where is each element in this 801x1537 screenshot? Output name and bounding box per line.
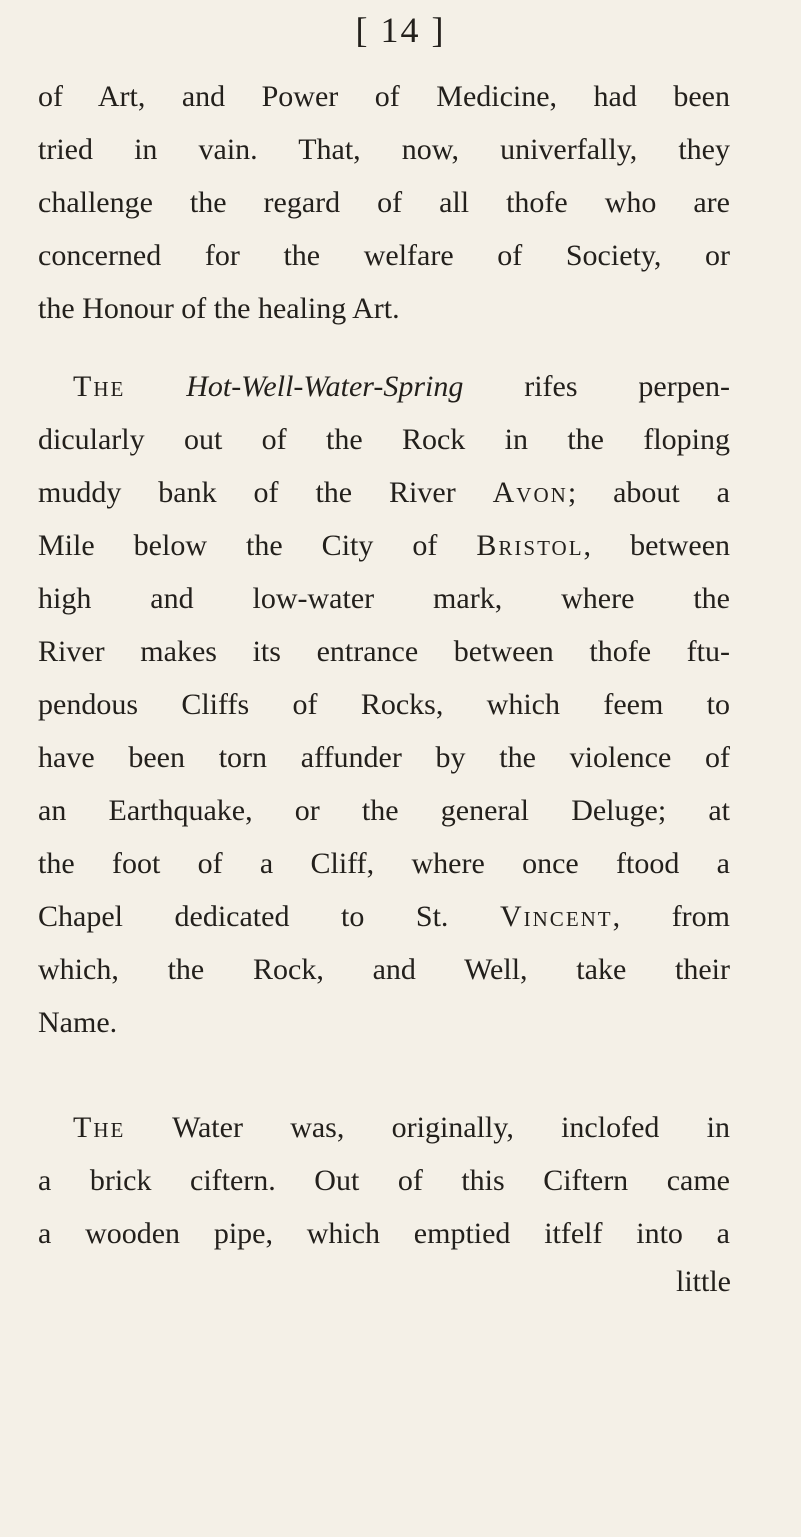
- lead-word: The: [73, 370, 126, 403]
- text-line: pendous Cliffs of Rocks, which feem to: [38, 688, 730, 721]
- line-tail: , from: [612, 900, 731, 933]
- paragraph-first-line: [73, 367, 730, 407]
- text-line: challenge the regard of all thofe who are: [38, 186, 730, 219]
- page-number: [ 14 ]: [355, 10, 446, 50]
- line-rest: Water was, originally, inclofed in: [172, 1111, 730, 1144]
- paragraph-first-line: [73, 1108, 730, 1148]
- place-name-bristol: Bristol: [476, 529, 584, 562]
- text-line: have been torn affunder by the violence of: [38, 741, 730, 774]
- text-line: [38, 526, 730, 566]
- line-tail: ; about a: [567, 476, 730, 509]
- text-line: Name.: [38, 1006, 118, 1039]
- text-line: the foot of a Cliff, where once ftood a: [38, 847, 730, 880]
- text-line: a wooden pipe, which emptied itfelf into a: [38, 1217, 730, 1250]
- text-line: [38, 473, 730, 513]
- text-line: [38, 897, 730, 937]
- line-rest: rifes perpen-: [524, 370, 730, 403]
- text-line: an Earthquake, or the general Deluge; at: [38, 794, 730, 827]
- text-line: a brick ciftern. Out of this Ciftern came: [38, 1164, 730, 1197]
- text-line: the Honour of the healing Art.: [38, 292, 400, 325]
- text-line: of Art, and Power of Medicine, had been: [38, 80, 730, 113]
- text-line: dicularly out of the Rock in the floping: [38, 423, 730, 456]
- line-text: Chapel dedicated to St.: [38, 900, 449, 933]
- line-text: Mile below the City of: [38, 529, 438, 562]
- lead-word: The: [73, 1111, 126, 1144]
- text-line: which, the Rock, and Well, take their: [38, 953, 730, 986]
- saint-name-vincent: Vincent: [499, 900, 613, 933]
- line-tail: , between: [583, 529, 731, 562]
- place-name-avon: Avon: [492, 476, 568, 509]
- text-line: concerned for the welfare of Society, or: [38, 239, 730, 272]
- italic-title: Hot-Well-Water-Spring: [186, 370, 464, 403]
- text-line: River makes its entrance between thofe ftu-: [38, 635, 730, 668]
- text-line: tried in vain. That, now, univerfally, they: [38, 133, 730, 166]
- text-line: high and low-water mark, where the: [38, 582, 730, 615]
- catchword: little: [676, 1265, 731, 1298]
- line-text: muddy bank of the River: [38, 476, 456, 509]
